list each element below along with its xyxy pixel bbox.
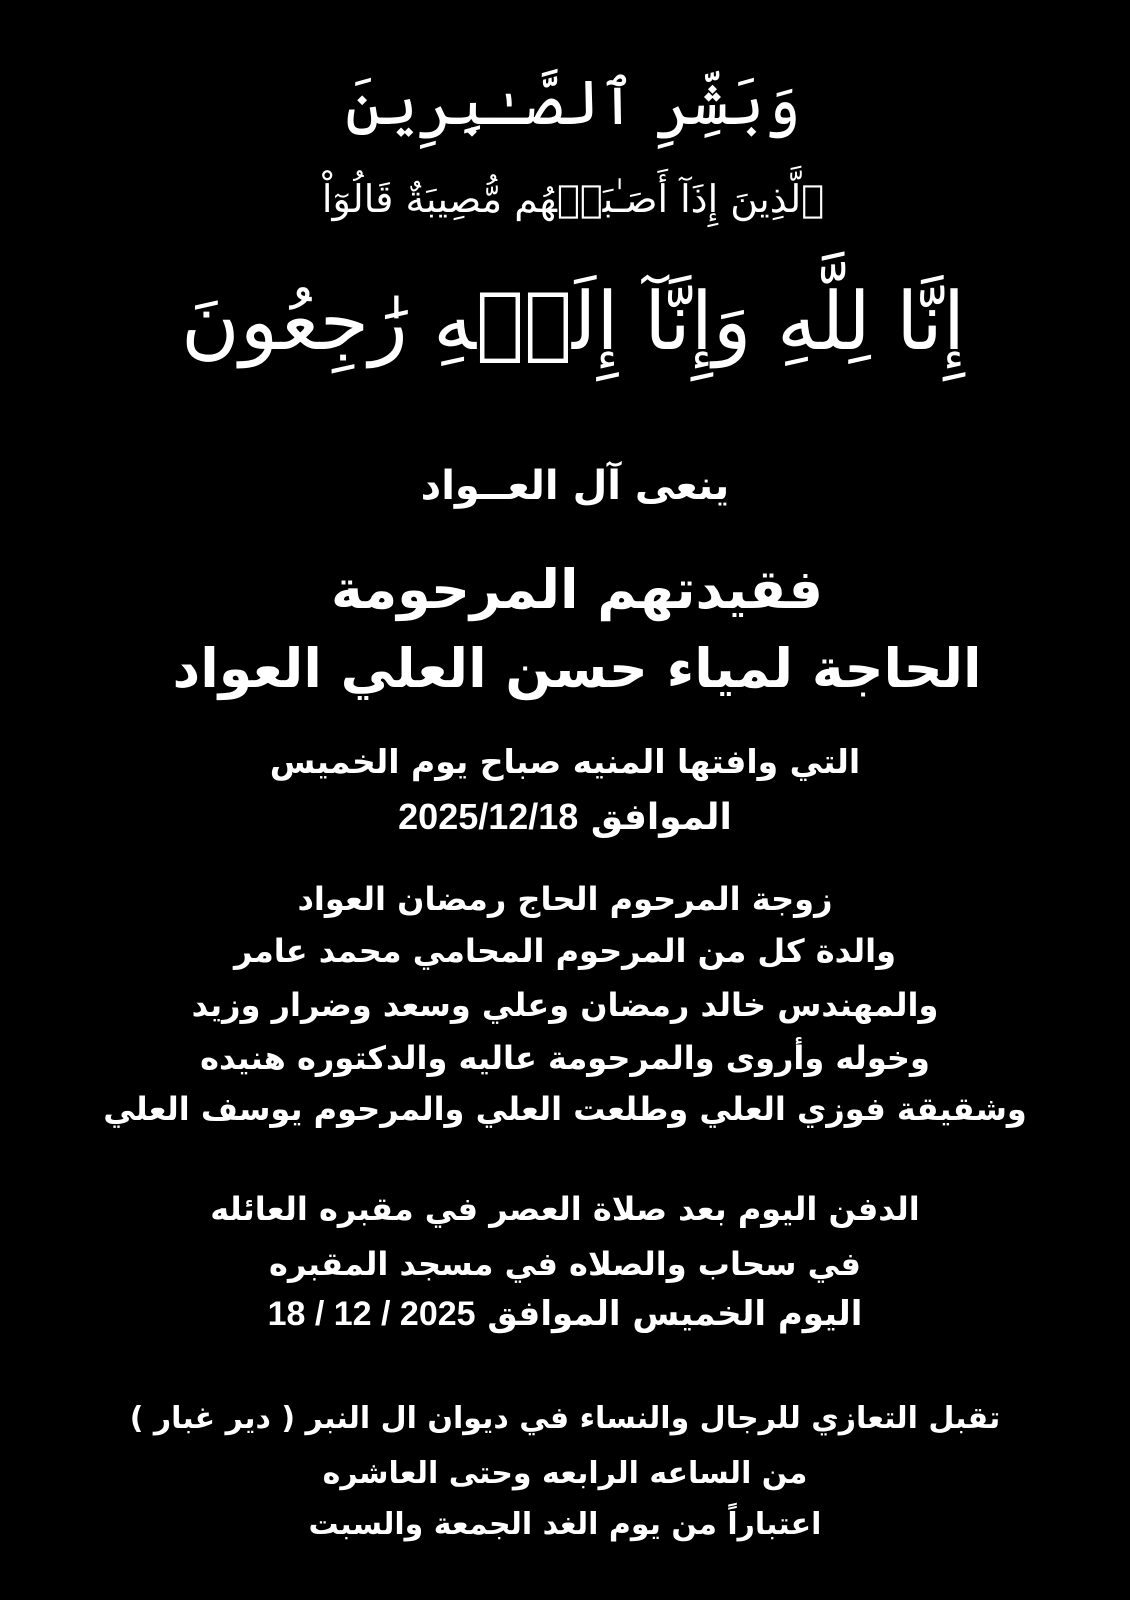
death-date-line	[0, 796, 1130, 838]
relatives-line-2: والدة كل من المرحوم المحامي محمد عامر	[234, 932, 896, 970]
death-notice-line: التي وافتها المنيه صباح يوم الخميس	[269, 742, 861, 781]
family-announcement: ينعى آل العــواد	[420, 463, 730, 509]
burial-date-prefix: اليوم الخميس الموافق	[487, 1294, 863, 1334]
deceased-title: فقيدتهم المرحومة	[330, 558, 824, 621]
death-date-prefix: الموافق	[590, 797, 732, 838]
relatives-line-1: زوجة المرحوم الحاج رمضان العواد	[297, 880, 833, 918]
condolences-line-1: تقبل التعازي للرجال والنساء في ديوان ال النبر ( دير غبار )	[129, 1401, 1001, 1436]
death-date: 2025/12/18	[398, 796, 579, 837]
burial-line-2: في سحاب والصلاه في مسجد المقبره	[269, 1245, 861, 1283]
quran-verse-line-3: إِنَّا لِلَّهِ وَإِنَّآ إِلَيۡهِ رَٰجِعُونَ	[180, 275, 966, 368]
relatives-line-5: وشقيقة فوزي العلي وطلعت العلي والمرحوم يوسف العلي	[103, 1090, 1027, 1128]
relatives-line-4: وخوله وأروى والمرحومة عاليه والدكتوره هنيده	[200, 1039, 930, 1077]
quran-verse-line-2: ٱلَّذِينَ إِذَآ أَصَـٰبَتۡهُم مُّصِيبَةٌ قَالُوٓاْ	[321, 177, 825, 221]
quran-verse-line-1: وَبَشِّرِ ٱلصَّـٰبِرِينَ	[345, 66, 801, 139]
burial-date-line	[0, 1294, 1130, 1334]
condolences-line-3: اعتباراً من يوم الغد الجمعة والسبت	[308, 1507, 822, 1542]
condolences-line-2: من الساعه الرابعه وحتى العاشره	[322, 1456, 808, 1491]
burial-date: 18 / 12 / 2025	[267, 1295, 476, 1333]
burial-line-1: الدفن اليوم بعد صلاة العصر في مقبره العائله	[210, 1190, 920, 1228]
relatives-line-3: والمهندس خالد رمضان وعلي وسعد وضرار وزيد	[191, 986, 939, 1024]
deceased-name: الحاجة لمياء حسن العلي العواد	[172, 637, 982, 700]
